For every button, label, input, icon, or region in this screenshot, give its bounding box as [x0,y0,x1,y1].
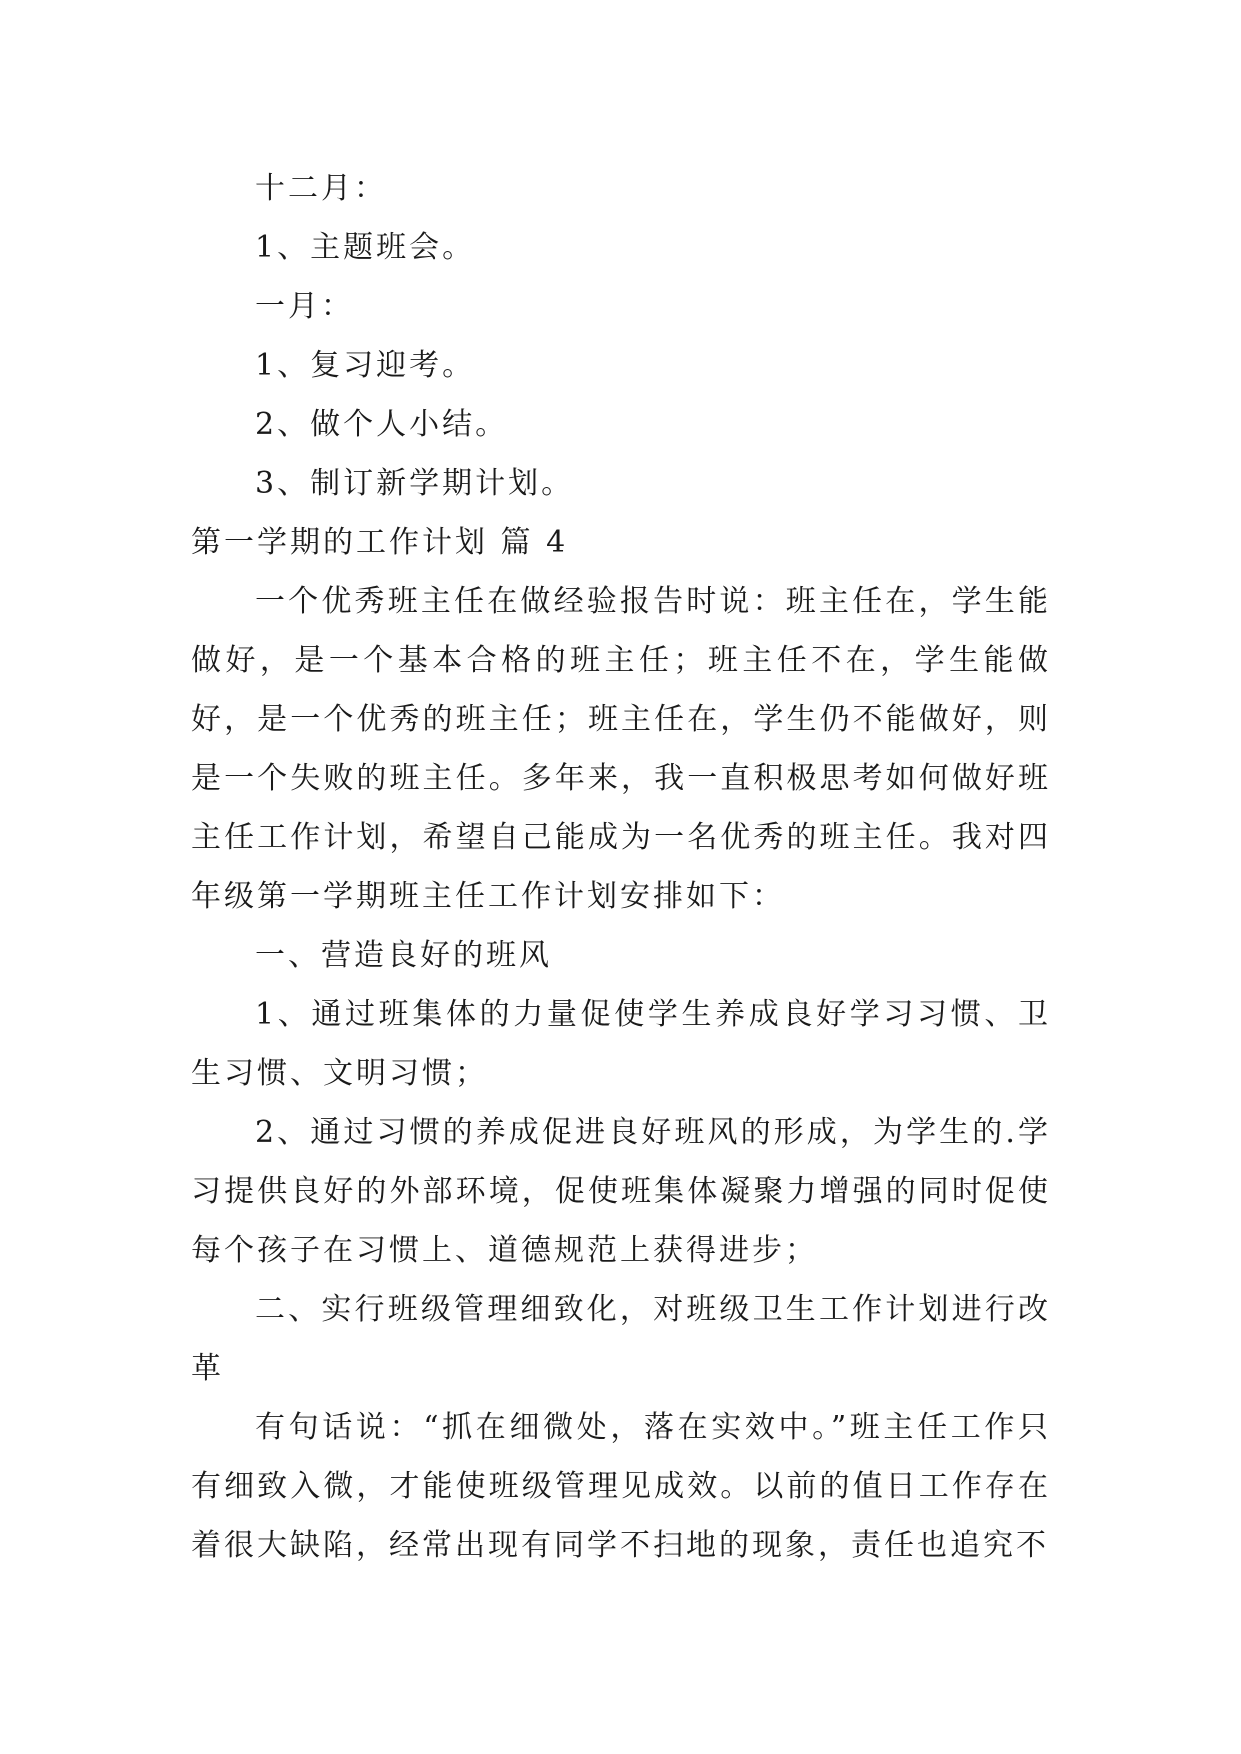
subsection-heading: 二、实行班级管理细致化，对班级卫生工作计划进行改革 [191,1292,1051,1386]
body-paragraph: 一个优秀班主任在做经验报告时说：班主任在，学生能做好，是一个基本合格的班主任；班主任不在，学生能做好，是一个优秀的班主任；班主任在，学生仍不能做好，则是一个失败的班主任。多年来，我一直积极思考如何做好班主任工作计划，希望自己能成为一名优秀的班主任。我对四年级第一学期班主任工作计划安排如下： [191,584,1051,914]
list-item: 1、主题班会。 [255,230,476,265]
body-paragraph: 2、通过习惯的养成促进良好班风的形成，为学生的.学习提供良好的外部环境，促使班集体凝聚力增强的同时促使每个孩子在习惯上、道德规范上获得进步； [191,1115,1051,1268]
list-item: 1、复习迎考。 [255,348,476,383]
section-title: 第一学期的工作计划 篇 4 [191,525,569,560]
month-heading-december: 十二月： [255,171,387,206]
list-item: 2、做个人小结。 [255,407,509,442]
list-item: 3、制订新学期计划。 [255,466,575,501]
document-body [191,159,1051,1575]
subsection-heading: 一、营造良好的班风 [255,938,552,973]
body-paragraph: 1、通过班集体的力量促使学生养成良好学习习惯、卫生习惯、文明习惯； [191,997,1051,1091]
month-heading-january: 一月： [255,289,354,324]
body-paragraph: 有句话说：“抓在细微处，落在实效中。”班主任工作只有细致入微，才能使班级管理见成效。以前的值日工作存在着很大缺陷，经常出现有同学不扫地的现象，责任也追究不 [191,1410,1051,1563]
